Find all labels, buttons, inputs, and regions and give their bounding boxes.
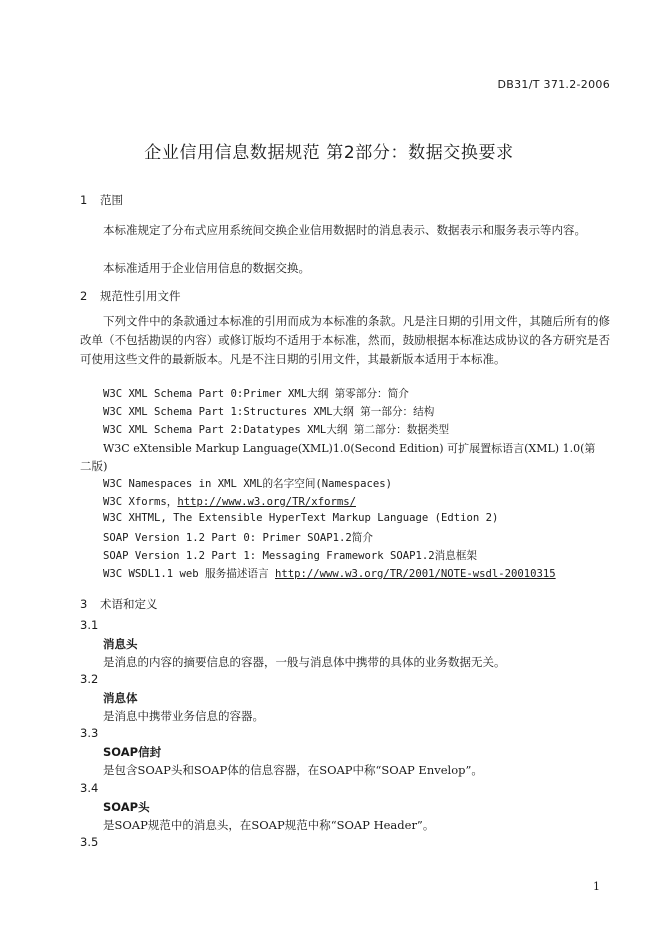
reference-item: W3C eXtensible Markup Language(XML)1.0(Second Edition) 可扩展置标语言(XML) 1.0(第 bbox=[103, 442, 596, 455]
clause-number: 3.1 bbox=[80, 618, 99, 632]
term-name: SOAP信封 bbox=[103, 745, 162, 759]
section-title: 术语和定义 bbox=[100, 597, 158, 611]
document-title: 企业信用信息数据规范 第2部分：数据交换要求 bbox=[144, 143, 514, 163]
term-definition: 是SOAP规范中的消息头，在SOAP规范中称“SOAP Header”。 bbox=[103, 818, 435, 832]
term-name: 消息头 bbox=[103, 637, 138, 651]
term-name: SOAP头 bbox=[103, 800, 150, 814]
reference-item: W3C XML Schema Part 0:Primer XML大纲 第零部分：简介 bbox=[103, 388, 409, 400]
scope-paragraph-1: 本标准规定了分布式应用系统间交换企业信用数据时的消息表示、数据表示和服务表示等内容。 bbox=[103, 223, 586, 237]
section-number: 2 bbox=[80, 289, 88, 303]
xforms-link[interactable]: http://www.w3.org/TR/xforms/ bbox=[177, 496, 356, 508]
reference-item: SOAP Version 1.2 Part 0: Primer SOAP1.2简介 bbox=[103, 532, 373, 544]
section-3-heading bbox=[80, 596, 158, 612]
reference-label: W3C Xforms， bbox=[103, 496, 178, 508]
reference-item: W3C Namespaces in XML XML的名字空间(Namespaces) bbox=[103, 478, 392, 490]
wsdl-link[interactable]: http://www.w3.org/TR/2001/NOTE-wsdl-20010315 bbox=[275, 568, 556, 580]
clause-number: 3.3 bbox=[80, 726, 99, 740]
reference-item: W3C XML Schema Part 2:Datatypes XML大纲 第二部分：数据类型 bbox=[103, 424, 450, 436]
references-intro: 下列文件中的条款通过本标准的引用而成为本标准的条款。凡是注日期的引用文件，其随后所有的修改单（不包括勘误的内容）或修订版均不适用于本标准，然而，鼓励根据本标准达成协议的各方研究是否可使用这些文件的最新版本。凡是不注日期的引用文件，其最新版本适用于本标准。 bbox=[80, 314, 610, 366]
term-name: 消息体 bbox=[103, 691, 138, 705]
section-1-heading bbox=[80, 192, 123, 208]
page-number: 1 bbox=[593, 880, 600, 893]
section-2-heading bbox=[80, 288, 181, 304]
clause-number: 3.2 bbox=[80, 672, 99, 686]
reference-item: SOAP Version 1.2 Part 1: Messaging Framework SOAP1.2消息框架 bbox=[103, 550, 478, 562]
term-definition: 是消息的内容的摘要信息的容器，一般与消息体中携带的具体的业务数据无关。 bbox=[103, 655, 506, 669]
reference-item: W3C XML Schema Part 1:Structures XML大纲 第一部分：结构 bbox=[103, 406, 435, 418]
scope-paragraph-2: 本标准适用于企业信用信息的数据交换。 bbox=[103, 261, 310, 275]
reference-label: W3C WSDL1.1 web 服务描述语言 bbox=[103, 568, 275, 580]
section-title: 范围 bbox=[100, 193, 123, 207]
section-title: 规范性引用文件 bbox=[100, 289, 181, 303]
clause-number: 3.4 bbox=[80, 781, 99, 795]
clause-number: 3.5 bbox=[80, 835, 99, 849]
reference-item-continued: 二版) bbox=[80, 459, 108, 473]
section-number: 1 bbox=[80, 193, 88, 207]
reference-item: W3C XHTML, The Extensible HyperText Markup Language (Edtion 2) bbox=[103, 512, 499, 524]
section-number: 3 bbox=[80, 597, 88, 611]
term-definition: 是包含SOAP头和SOAP体的信息容器，在SOAP中称“SOAP Envelop”。 bbox=[103, 763, 483, 777]
reference-item bbox=[103, 494, 356, 509]
standard-id: DB31/T 371.2-2006 bbox=[497, 78, 610, 91]
reference-item bbox=[103, 566, 556, 581]
term-definition: 是消息中携带业务信息的容器。 bbox=[103, 709, 264, 723]
